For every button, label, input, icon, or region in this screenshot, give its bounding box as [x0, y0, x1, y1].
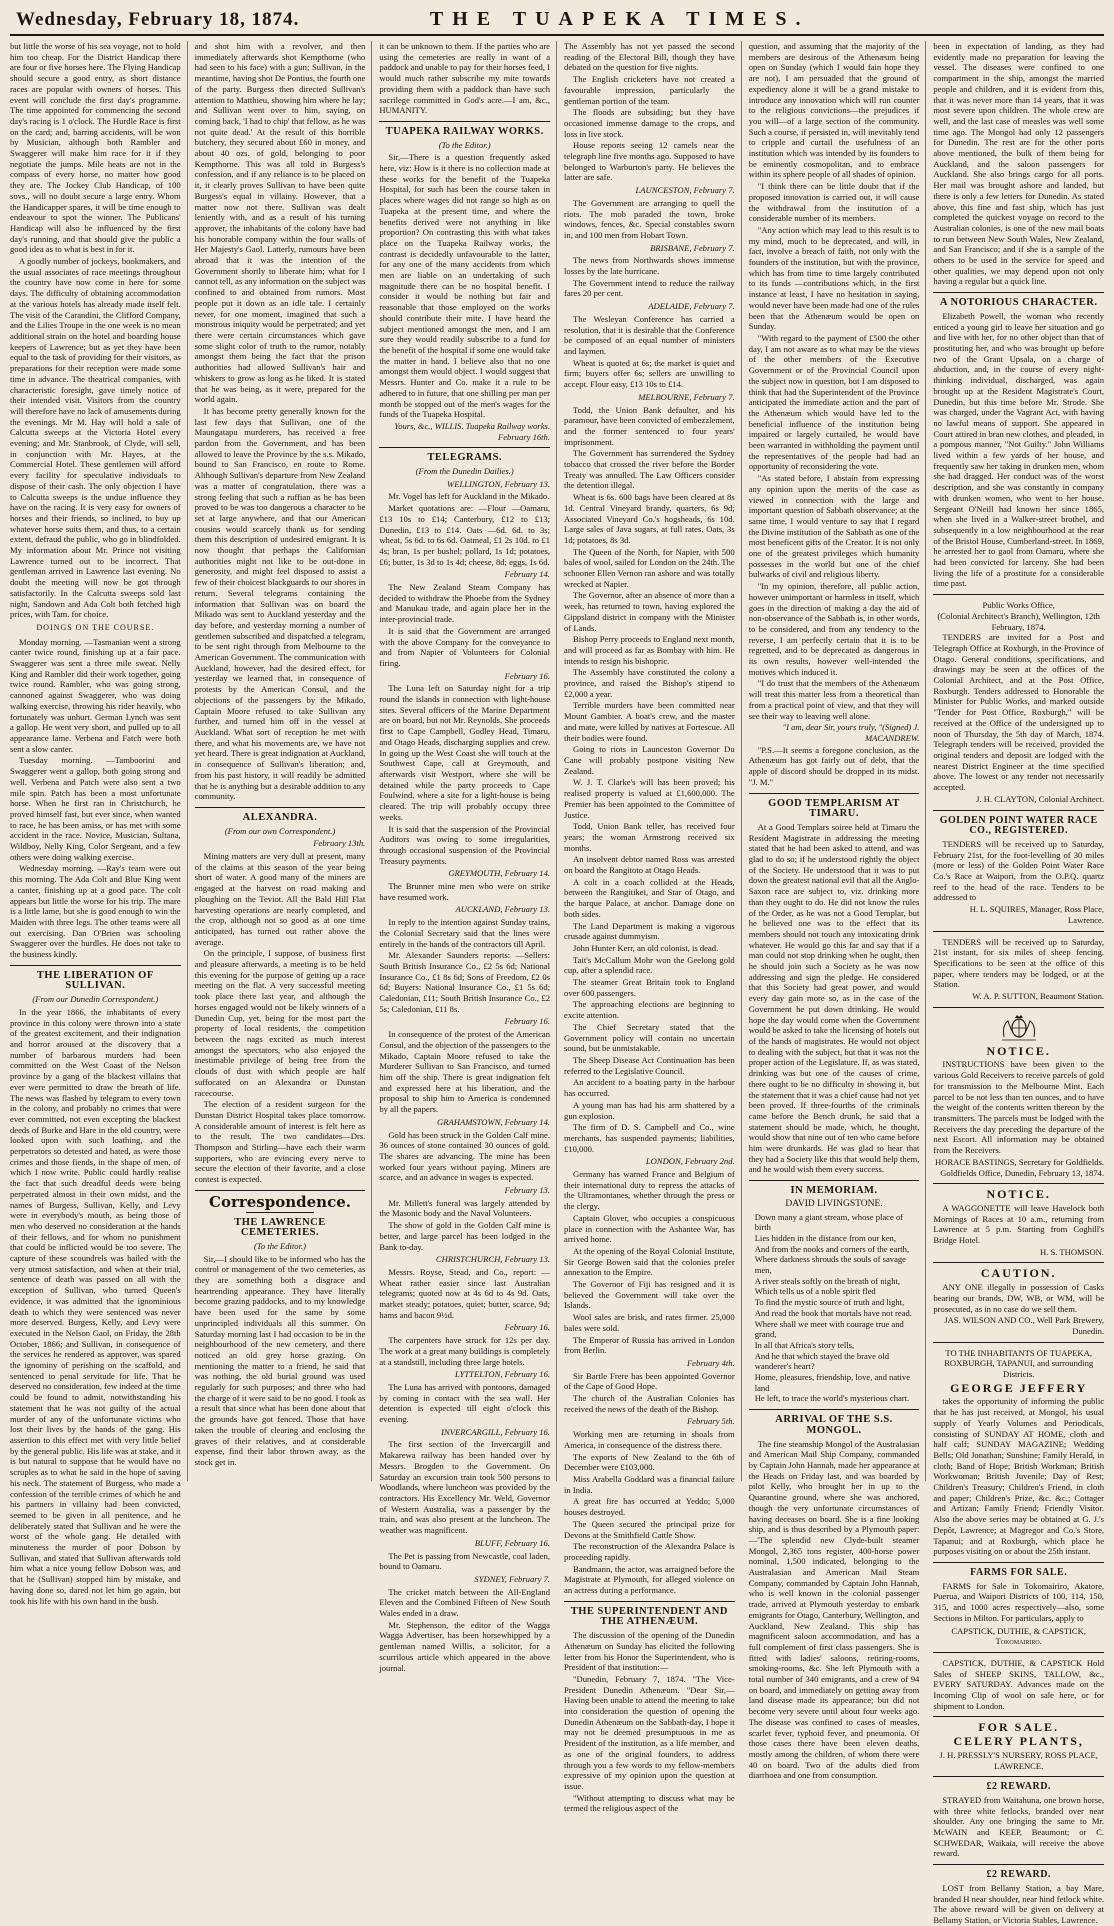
article-text: The Governor of Fiji has resigned and it is believed the Government will take over the Islands.	[564, 1279, 735, 1311]
article-text: "In my opinion, therefore, all public action, however unimportant or harmless in itself, which goes in the direction of making a day the aid of non-observance of the Sabbath is, in other words, to be considered, and from any tendency to the reverse, I am perfectly certain that it is to be regretted, and to be deprecated as dangerous in its own results, however well-intended the motives which induced it.	[748, 581, 920, 677]
dateline: February 13.	[504, 1185, 551, 1196]
ad-text: CAPSTICK, DUTHIE, & CAPSTICK Hold Sales of SHEEP SKINS, TALLOW, &c., EVERY SATURDAY. Advances made on the Incoming Clip of wool on sale here, or for shipment to London.	[933, 1657, 1105, 1711]
columns	[10, 41, 1105, 1925]
article-text: Mining matters are very dull at present, many of the claims at this season of the year being short of water. A good many of the miners are engaged at the harvest on road making and ploughing on the Teviot. All the Bald Hill Flat harvesting operations are nearly completed, and the crop, although not so good as at one time anticipated, has turned out rather above the average.	[194, 851, 366, 947]
ad-signature: J. H. PRESSLY'S NURSERY, ROSS PLACE, LAWRENCE.	[939, 1749, 1098, 1771]
article-text: Mr. Millett's funeral was largely attended by the Masonic body and the Naval Volunteers.	[379, 1197, 551, 1219]
ad-text: takes the opportunity of informing the public that he has just received, at Mongol, his usual supply of Yearly Volumes and Periodicals, consisting of SUNDAY AT HOME, cloth and half calf; SUNDAY MAGAZINE; Wedding Bells; Old Jonathan; Sunshine; Family Herald, in cloth; Band of Hope; British Workman; British Workwoman; British Juvenile; Day of Rest; Children's Treasury; Children's Friend, in cloth and paper; Children's Prize, &c. &c.; Cottager and Artizan; Family Friend; Friendly Visitor. Also the above series may be obtained at G. J.'s Depôt, Lawrence; at Magregor and Co.'s Store, Tapanui; and at Roxburgh, which place he purposes visiting on or about the 25th instant.	[933, 1396, 1105, 1557]
advertisement-fencing	[933, 937, 1104, 1002]
article-text: "As stated before, I abstain from expressing any opinion upon the merits of the case as viewed in connection with the large and important question of Sabbath observance; at the same time, I would venture to say that I regard the Divine institution of the Sabbath as one of the most beneficent gifts of the Creator. It is not only one of the greatest privileges which humanity possesses in the world but one of the chief bulwarks of civil and religious liberty.	[748, 473, 920, 580]
article-text: John Hunter Kerr, an old colonist, is dead.	[573, 942, 719, 953]
ad-text: ANY ONE illegally in possession of Casks bearing our brands, DW, WB, or WM, will be prosecuted, as in no case do we sell them.	[933, 1282, 1105, 1314]
article-text: Sir,—I should like to be informed who has the control or management of the two cemeteries, as they are something both a disgrace and heartrending appearance. They have literally become grazing paddocks, and to my knowledge have been used for the same by some unprincipled individuals all this summer. On Saturday morning last I had occasion to be in the neighbourhood of the new cemetery, and there noticed an old grey horse grazing. On mentioning the matter to a friend, he said that was nothing, the old burial ground was used regularly for such purposes; and three who had the charge of it were said to be no good. I took as a result that since what has been done about that the grounds have got fenced. Those that have taken the trouble of clearing and enclosing the graves of their relatives, and at considerable expense, find their labor thrown away, as the stock get in.	[194, 1253, 366, 1467]
article-byline: (From our Dunedin Correspondent.)	[32, 994, 159, 1005]
masthead-title: THE TUAPEKA TIMES.	[429, 8, 810, 30]
article-text: The Luna has arrived with pontoons, damaged by coming in contact with the sea wall. Her detention is expected till eight o'clock this evening.	[379, 1381, 551, 1425]
ad-heading: £2 REWARD.	[986, 1869, 1051, 1881]
article-text: The Chief Secretary stated that the Government policy will contain no uncertain sound, but be unmistakable.	[564, 1021, 735, 1054]
ad-signature: H. S. THOMSON.	[1039, 1246, 1105, 1257]
article-text: The carpenters have struck for 12s per day. The work at a great many buildings is completely at a standstill, including three large hotels.	[379, 1335, 551, 1367]
dateline: LAUNCESTON, February 7.	[635, 185, 735, 196]
ad-signature: CAPSTICK, DUTHIE, & CAPSTICK, Tokomairiro.	[951, 1625, 1087, 1647]
dateline: February 4th.	[686, 1357, 735, 1368]
divider	[749, 1180, 920, 1181]
article-text: "Without attempting to discuss what may be termed the religious aspect of the	[564, 1792, 735, 1814]
article-heading: A NOTORIOUS CHARACTER.	[939, 297, 1098, 309]
article-heading: ALEXANDRA.	[242, 811, 318, 823]
dateline: WELLINGTON, February 13.	[447, 478, 551, 489]
masthead	[10, 8, 1104, 36]
article-heading: GOOD TEMPLARISM AT TIMARU.	[768, 797, 900, 820]
article-text: The fine steamship Mongol of the Australasian and American Mail Ship Company, commanded by Captain John Hannah, made her appearance at the Heads on Friday last, and was boarded by pilot Kelly, who brought her in up to the Quarantine ground, where she was anchored, though the very unfortunate circumstances of having deceases on board. She is a fine looking ship, and is thus described by a Plymouth paper: —'The splendid new Clyde-built steamer Mongol, 2,365 tons register, 400-horse power nominal, 1,500 indicated, belonging to the Australasian and American Mail Steam Company, commanded by Captain John Hannah, who is well known in the colonial passenger trade, arrived at Plymouth yesterday to embark emigrants for Otago, Canterbury, Wellington, and Auckland, New Zealand. This ship has magnificent saloon accommodation, and has a full complement of first class passengers. She is fitted with ladies' saloons, retiring-rooms, smoking-rooms, &c. She left Plymouth with a total number of 340 emigrants, and a crew of 94 on board, and immediately on getting away from land disease made its appearance; but did not become very severe until about four weeks ago. The disease was confined to cases of measles, scarlet fever, typhoid fever, and pneumonia. Of those cases there have been eleven deaths, mostly among the children, of whom there were 40 on board. Two of the adults died from diarrhoea and one from consumption.	[748, 1438, 920, 1781]
article-text: Wednesday morning. —Ray's team were out this morning. The Ada Colt and Blue King went a canter, finishing up at a good pace. The colt appears but little the worse for his trip. The mare is a little lame, but she is good enough to win the Maiden with three legs. The other teams were all out exercising. Dan O'Brien was schooling Swaggerer over the hurdles. He does not take to the business kindly.	[10, 863, 181, 960]
article-text: Miss Arabella Goddard was a financial failure in India.	[564, 1474, 735, 1495]
article-text: The election of a resident surgeon for the Dunstan District Hospital takes place tomorrow. A considerable amount of interest is felt here as to the result. The two candidates—Drs. Thompson and Stirling—have each their warm supporters, who are evincing every nerve to secure the election of their favorite, and a close contest is expected.	[194, 1099, 366, 1185]
dateline: BLUFF, February 16.	[474, 1537, 551, 1548]
ad-heading: CAUTION.	[980, 1266, 1057, 1281]
dateline: LONDON, February 2nd.	[645, 1156, 735, 1167]
article-text: Wheat is quoted at 6s; the market is quiet and firm; buyers offer 6s; sellers are unwilling to accept. Flour easy, £13 10s to £14.	[564, 357, 735, 390]
ad-signature: W. A. P. SUTTON, Beaumont Station.	[972, 991, 1105, 1002]
article-heading: THE SUPERINTENDENT AND THE ATHENÆUM.	[570, 1605, 728, 1628]
article-heading: ARRIVAL OF THE S.S. MONGOL.	[775, 1414, 893, 1436]
article-text: W. J. T. Clarke's will has been proved; his realised property is valued at £1,600,000. The Premier has been appointed to the Committee of Justice.	[564, 777, 735, 820]
column-1	[10, 41, 188, 1606]
advertisement-waggonette	[933, 1189, 1104, 1257]
article-text: The show of gold in the Golden Calf mine is better, and large parcel has been lodged in the Bank to-day.	[379, 1220, 551, 1252]
article-text: The steamer Great Britain took to England over 600 passengers.	[564, 977, 735, 998]
ad-text: A WAGGONETTE will leave Havelock both Mornings of Races at 10 a.m., returning from Lawrence at 5 p.m. Starting from Coghill's Bridge Hotel.	[933, 1202, 1105, 1246]
article-text: Todd, the Union Bank defaulter, and his paramour, have been convicted of embezzlement, and the former sentenced to four years' imprisonment.	[564, 404, 735, 447]
article-byline: (From the Dunedin Dailies.)	[415, 466, 514, 477]
article-heading: THE LIBERATION OF SULLIVAN.	[36, 969, 154, 992]
article-text: "Any action which may lead to this result is to my mind, much to be deprecated, and will, in fact, involve a breach of faith, not only with the founders of the institution, but with the province, which has from time to time largely contributed to its funds —contributions which, in the first instance at least, I have no hesitation in saying, would never have been made had one of the rules been that the Athenæum would be open on Sunday.	[748, 224, 920, 332]
ad-text: STRAYED from Waitahuna, one brown horse, with three white fetlocks, branded over near shoulder. Any one bringing the same to Mr. McWAIN and KEEP, Beaumont; or C. SCHWEDAR, Waikaia, will receive the above reward.	[933, 1794, 1105, 1859]
article-byline: (From our own Correspondent.)	[224, 825, 336, 836]
article-text: Messrs. Royse, Stead, and Co., report: —Wheat rather easier since last Australian telegrams; quoted now at 4s 6d to 4s 9d. Oats, market steady; potatoes, quiet; butter, scarce, 9d; hams and bacon 9½d.	[379, 1266, 551, 1320]
column-5	[748, 41, 927, 1781]
article-text: Wool sales are brisk, and rates firmer. 25,000 bales were sold.	[564, 1312, 735, 1333]
ad-heading: FOR SALE.	[978, 1720, 1060, 1735]
advertisement-gold-notice	[933, 1013, 1104, 1178]
article-text: A young man has had his arm shattered by a gun explosion.	[564, 1099, 735, 1121]
article-text: The news from Northwards shows immense losses by the late hurricane.	[564, 255, 735, 277]
article-text: and shot him with a revolver, and then immediately afterwards shot Kempthorne (who had seen to his face) with a gun; Sullivan, in the meantime, having shot De Pontius, the fourth one of the party. Burgess then directed Sullivan's attention to Matthieu, showing him where he lay; and Sullivan went over to him, saying, on coming back, 'I had to chip' that fellow, as he was not quite dead.' At the result of this horrible butchery, they secured about £60 in money, and about 40 ozs. of gold, belonging to poor Kempthorne. This was all told in Burgess's confession, and if any reliance is to be placed on it, it clearly proves Sullivan to have been quite Burgess's equal in villainy. However, that a matter now not there. Sullivan was dealt leniently with, and as a result of his turning approver, the inhabitants of the colony have had his honorable company within the four walls of Her Majesty's Gaol. Latterly, rumours have been abroad that it was the intention of the Government shortly to liberate him; what for I cannot tell, as any information on the subject was confined to and obtained from rumors. Most people put it down as an idle tale. I certainly never, for one moment, imagined that such a monstrous iniquity would be perpetrated; and yet there were certain circumstances which gave some slight color of truth to the rumor, notably amongst them being the fact that the prison authorities had allowed Sullivan's hair and whiskers to grow as long as he liked. It is stated that he was being, as it were, prepared for the world again.	[194, 41, 366, 405]
article-text: It is said that the suspension of the Provincial Auditors was owing to some irregularities, through occasional suspension of the Provincial Treasury payments.	[379, 823, 551, 866]
poem: Down many a giant stream, whose place of birth Lies hidden in the distance from our ken, And from the nooks and corners of the earth, Where darkness shrouds the souls of savage men, A river steals softly on the breath of night, Which tells us of a noble spirit fled To find the mystic source of truth and light, And read the book that mortals have not read. Where shall we meet with courage true and grand, In all that Africa's story tells, And he that which stayed the brave old wanderer's heart? Home, pleasures, friendship, love, and native land He left, to trace the world's mysterious chart.	[754, 1211, 912, 1404]
divider	[933, 1562, 1104, 1563]
ad-subheading: (Colonial Architect's Branch), Wellington, 12th February, 1874.	[937, 610, 1100, 632]
ad-text: TENDERS will be received up to Saturday, February 21st, for the foot-levelling of 30 miles (more or less) of the Golden Point Water Race Co.'s Race at Waipori, from the O.P.Q. quartz reef to the head of the race. Tenders to be addressed to	[933, 838, 1105, 903]
divider	[379, 447, 550, 448]
dateline: ADELAIDE, February 7.	[648, 301, 735, 312]
ad-text: INSTRUCTIONS have been given to the various Gold Receivers to receive parcels of gold for transmission to the Melbourne Mint. Each parcel to be not less than ten ounces, and to have the weight of the contents written thereon by the transmitters. The parcels must be lodged with the Receivers the day preceding the departure of the next Escort. All information may be obtained from the Receivers.	[933, 1059, 1105, 1156]
ad-heading: Public Works Office,	[982, 600, 1055, 611]
article-text: The exports of New Zealand to the 6th of December were £103,000.	[564, 1451, 735, 1473]
advertisement-golden-point	[933, 816, 1104, 926]
article-text: been in expectation of landing, as they had evidently made no preparation for leaving the vessel. The diseases were confined to one compartment in the ship, amongst the married people and children, and it is evident from this, that it was never more than 14 years, that it was most severe upon children. The whole crew are well, and the last case of measles was well some time ago. The Mongol had only 12 passengers for Dunedin. The rest are for the other ports above mentioned, the bulk of them being for Auckland, and the saloon passengers for Auckland. She also brings cargo for all ports. Her mail was brought ashore and landed, but there is only a few letters for Dunedin. As stated above, this fine and fast ship, which has just completed the quickest voyage on record to the Australian colonies, is one of the new mail boats to run between New South Wales, New Zealand, and San Francisco; and if she is a sample of the others to be used in the service for speed and other qualities, we may depend upon not only having a regular but a quick line.	[933, 41, 1105, 287]
article-text: A great fire has occurred at Yeddo; 5,000 houses destroyed.	[564, 1496, 735, 1518]
article-text: The Land Department is making a vigorous crusade against dummyism.	[564, 920, 735, 942]
article-text: "I do trust that the members of the Athenæum will treat this matter less from a theoretical than from a practical point of view, and that they will see their way to leaving well alone.	[748, 678, 920, 721]
article-text: Sir,—There is a question frequently asked here, viz: How is it there is no collection made at these works for the benefit of the Tuapeka Hospital, for such has been the course taken in places where wages did not range so high as on Tuapeka at the present time, and where the benefits derived were not anything in like proportion? On contrasting this with what takes place on the Tuapeka Railway works, the contrast is decidedly unfavourable to the latter, for any one of the many accidents from which men are liable on an undertaking of such magnitude there can be no hospital benefit. I consider it would be nothing but fair and reasonable that those employed on the works should contribute their mite. I have heard the subject mentioned amongst the men, and I am sure they would readily subscribe to a fund for the benefit of the hospital if some one would take the matter in hand. I believe also that no one amongst them would object. I would suggest that Messrs. Hunter and Co. make it a rule to be adhered to in future, that one shilling per man per month be stopped out of the men's wages for the funds of the Tuapeka Hospital.	[379, 152, 551, 420]
dateline: AUCKLAND, February 13.	[455, 904, 551, 915]
article-text: "I think there can be little doubt that if the proposed innovation is carried out, it will cause the withdrawal from the institution of a considerable number of its members.	[748, 181, 920, 224]
article-byline: (To the Editor.)	[254, 1240, 306, 1251]
article-text: Mr. Stephenson, the editor of the Wagga Wagga Advertiser, has been horsewhipped by a gentleman named Willis, a solicitor, for a scurrilous article which appeared in the above journal.	[379, 1619, 551, 1673]
dateline: February 16.	[504, 1016, 551, 1027]
article-text: Working men are returning in shoals from America, in consequence of the distress there.	[564, 1429, 735, 1450]
article-text: The floods are subsiding; but they have occasioned immense damage to the crops, and loss in live stock.	[564, 107, 735, 139]
article-text: The English cricketers have not created a favourable impression, particularly the gentleman portion of the team.	[564, 74, 735, 106]
article-text: Tait's McCallum Mohr won the Geelong gold cup, after a splendid race.	[564, 954, 735, 976]
article-text: At the opening of the Royal Colonial Institute, Sir George Bowen said that the colonies prefer annexation to the Empire.	[564, 1245, 735, 1278]
article-text: it can be unknown to them. If the parties who are using the cemeteries are really in want of a paddock and unable to pay for their horses feed, I would much rather subscribe my mite towards providing them with a paddock than have such sacrilege committed in God's acre.—I am, &c., HUMANITY.	[379, 41, 551, 116]
dateline: February 13th.	[313, 838, 366, 849]
article-text: A goodly number of jockeys, bookmakers, and the usual associates of race meetings throughout the country have now come in here for some days. The difficulty of obtaining accommodation at the various hotels has already made itself felt. The visit of the Carandini, the Clifford Company, and the Lilies Troupe in the one week is no mean additional strain on the hotel and boarding house keepers of Lawrence; but as yet they have been equal to the task of providing for their visitors, as preparations for their reception were made some time in advance. The theatrical companies, with characteristic foresight, gave timely notice of their intended visit. Visitors from the country will therefore have no lack of amusements during the evenings. Mr M. Hay will hold a sale of Calcutta sweeps at the Victoria Hotel every evening; and Mr. Stanbrook, of Clyde, will sell, in conjunction with Mr. Hayes, at the Commercial Hotel. These gentlemen will afford every facility for speculative individuals to dispose of their cash. The only objection I have to Calcutta sweeps is the undue influence they have on the racing. It is very easy for owners of horses and their friends, so inclined, to buy up whatever horse suits them, and thus, to a certain extent, defraud the public, who go in blindfolded. My information about Mr. Prince not visiting Lawrence turned out to be incorrect. That gentleman arrived in Lawrence last evening. No doubt the meeting will now be got through satisfactorily. In the Calcutta sweeps sold last night, Sandown and Ada Colt both fetched high prices, with Tam. for choice.	[10, 256, 181, 620]
article-text: A colt in a coach collided at the Heads, between the Rangitikei, and Star of Otago, and the barque Palace, at anchor. Damage done on both sides.	[564, 876, 735, 919]
dateline: GREYMOUTH, February 14.	[448, 868, 551, 879]
article-text: At a Good Templars soiree held at Timaru the Resident Magistrate in addressing the meeting stated that he had been asked to attend, and was glad to do so; if he understood rightly the object of the Society. He understood that it was to put down the greatest national evil that all the Anglo-Saxon race are subject to, viz. drinking more than they ought to do. He did not know the rules of the Order, as he was not a Good Templar, but he believed one was to the effect that its members should not touch any intoxicating drink whatever. He would go this far and say that if a man could not stop drinking when he ought, then he should join such a Society as he was now addressing and sign the pledge. He considered that this Society had great power, and would every day gain more so, as in the case of the Government he put down drinking. He would hope the day would come when the Government would be asked to take the licensing of hotels out of the hands of magistrates. He would not object to dealing with the subject, but that it was not the proper action of the Legislature. If, as was stated, drinking was but one of the causes of crime, there ought to be no difficulty in showing it, but the statement that it was a chief cause had not yet been proved. If three-fourths of the criminals came before the Bench drunk, he said that a statement should be made, which, he thought, would show that nine out of ten who came before him were drunkards. He was glad to hear that they had a Society like this that would help them, and he would wish them every success.	[748, 821, 920, 1175]
divider	[749, 1409, 920, 1410]
ad-heading: NOTICE.	[986, 1187, 1051, 1202]
advertisement-public-works	[933, 600, 1104, 804]
divider	[749, 793, 920, 794]
article-text: The discussion of the opening of the Dunedin Athenæum on Sunday has elicited the following letter from his Honor the Superintendent, who is President of that institution:—	[564, 1630, 735, 1673]
masthead-date: Wednesday, February 18, 1874.	[16, 9, 300, 30]
article-text: Mr. Alexander Saunders reports: —Sellers: South British Insurance Co., £2 5s 6d; National Insurance Co., £1 8s 6d; Sons of Freedom, £2 0s 6d; Buyers: National Insurance Co., £1 5s 6d; Caledonian, £11; South British Insurance Co., £2 5s; Caledonian, £11 8s.	[379, 950, 551, 1014]
article-text: "With regard to the payment of £500 the other day, I am not aware as to what may be the views of the other members of the Executive Government or of the Provincial Council upon the subject now in question, but I am disposed to think that had the Superintendent of the Province anticipated the immediate action and the part of the Athenæum which would have led to the beneficial influence of the institution being impaired or largely curtailed, he would have been warranted in withholding the payment until the representatives of the people had had an opportunity of reconsidering the vote.	[748, 332, 920, 472]
column-4	[564, 41, 742, 1814]
section-heading: DOINGS ON THE COURSE.	[36, 622, 155, 632]
article-text: Monday morning. —Tasmanian went a strong canter twice round, finishing up at a fair pace. Swaggerer was sent a three mile sweat. Nelly King and Rambler did their work together, going twice round. Rambler, who was going strong, cannoned against Swaggerer, who was doing walking exercise, throwing his rider heavily, who fortunately was unhurt. German Lynch was sent a gallop. He went very short, and pulled up to all appearance lame. Verbena and Fatch were both sent a slow canter.	[10, 636, 181, 754]
advertisement-reward-strayed	[933, 1782, 1104, 1859]
article-text: The Sheep Disease Act Continuation has been referred to the Legislative Council.	[564, 1054, 735, 1076]
article-text: An accident to a boating party in the harbour has occurred.	[564, 1077, 735, 1099]
article-text: An insolvent debtor named Ross was arrested on board the Rangitoto at Otago Heads.	[564, 854, 735, 876]
divider	[195, 1190, 366, 1191]
divider	[564, 1601, 735, 1602]
divider	[933, 1716, 1104, 1717]
ad-signature: H. L. SQUIRES, Manager, Ross Place, Lawrence.	[969, 904, 1105, 925]
article-text: The approaching elections are beginning to excite attention.	[564, 999, 735, 1021]
divider	[933, 1652, 1104, 1653]
article-text: The Pet is passing from Newcastle, coal laden, bound to Oamaru.	[379, 1550, 551, 1572]
article-heading: IN MEMORIAM.	[790, 1185, 878, 1197]
ad-heading: GOLDEN POINT WATER RACE CO., REGISTERED.	[939, 814, 1098, 837]
divider	[246, 1212, 314, 1213]
ad-name: GEORGE JEFFERY	[950, 1380, 1088, 1395]
ad-signature: HORACE BASTINGS, Secretary for Goldfields. Goldfields Office, Dunedin, February 13, 1874.	[935, 1156, 1105, 1178]
dateline: CHRISTCHURCH, February 13.	[435, 1254, 551, 1265]
article-text: The firm of D. S. Campbell and Co., wine merchants, has suspended payments; liabilities, £10,000.	[564, 1122, 735, 1154]
ad-text: TENDERS are invited for a Post and Telegraph Office at Roxburgh, in the Province of Otago. General conditions, specifications, and drawings may be seen at the offices of the Colonial Architect, and at the Post Office, Roxburgh. Tenders addressed to Honorable the Minister for Public Works, and marked outside "Tender for Post Office, Roxburgh," will be received at the Office of the undersigned up to noon of Thursday, the 5th day of March, 1874. Telegraph tenders will be received, provided the original tenders and deposit are lodged with the nearest District Engineer at the time specified above. The lowest or any tender not necessarily accepted.	[933, 632, 1105, 793]
ad-text: LOST from Bellamy Station, a bay Mare, branded H near shoulder, near hind fetlock white. The above reward will be given on delivery at Bellamy Station, or Victoria Stables, Lawrence.	[933, 1882, 1105, 1925]
dateline: LYTTELTON, February 16.	[455, 1369, 551, 1380]
article-text: It is said that the Government are arranged with the above Company for the conveyance to and from Napier of Volunteers for Colonial firing.	[379, 625, 551, 668]
article-text: The Government intend to reduce the railway fares 20 per cent.	[564, 277, 735, 299]
article-text: The reconstruction of the Alexandra Palace is proceeding rapidly.	[564, 1541, 735, 1562]
dateline: INVERCARGILL, February 16.	[441, 1426, 551, 1437]
article-text: The first section of the Invercargill and Makarewa railway has been handed over by Messrs. Brogden to the Government. On Saturday an excursion train took 500 persons to Woodlands, where luncheon was provided by the contractors. His Excellency Mr. Weld, Governor of Western Australia, was a passenger by the train, and was also present at the luncheon. The weather was magnificent.	[379, 1439, 551, 1536]
article-text: Market quotations are: —Flour —Oamaru, £13 10s to £14; Canterbury, £12 to £13; Dunedin, £13 to £14. Oats —6d. 6d. to 3s; wheat, 5s 6d. to 6s 6d. Oatmeal, £1 2s 10d. to £1 4s; bran, 1s per bushel; pollard, 1s 1d; potatoes, £6; butter, 1s 3d to 1s 4d; cheese, 8d; eggs, 1s 6d.	[379, 503, 551, 567]
article-text: On the principle, I suppose, of business first and pleasure afterwards, a meeting is to be held this evening for the purpose of getting up a race meeting on the flat. A very successful meeting took place there last year, and although the horses engaged would not be likely winners of a Dunedin Cup, yet, being for the most part the property of local residents, the competition between the nags excited as much interest amongst the spectators, who also enjoyed the inestimable privilege of being free from the clouds of dust with which people are half suffocated on an Alexandra or Dunstan racecourse.	[194, 948, 366, 1098]
article-heading: TELEGRAMS.	[427, 452, 503, 464]
article-text: The Assembly have constituted the colony a province, and raised the Bishop's stipend to £2,000 a year.	[564, 667, 735, 699]
column-3	[379, 41, 557, 1673]
divider	[933, 1864, 1104, 1865]
royal-coat-of-arms-icon	[933, 1013, 1104, 1043]
article-text: Mr. Vogel has left for Auckland in the Mikado.	[388, 491, 550, 502]
divider	[933, 810, 1104, 811]
column-6	[933, 41, 1105, 1925]
article-heading: TUAPEKA RAILWAY WORKS.	[385, 125, 544, 137]
dateline: SYDNEY, February 7.	[474, 1573, 551, 1584]
article-text: The Queen secured the principal prize for Devons at the Smithfield Cattle Show.	[564, 1518, 735, 1540]
divider	[933, 1262, 1104, 1263]
dateline: February 16.	[504, 670, 551, 681]
article-text: "Dunedin, February 7, 1874. "The Vice-President Dunedin Athenæum. "Dear Sir,—Having been unable to attend the meeting to take into consideration the question of opening the Dunedin Athenæum on the Sabbath-day, I hope it may not be deemed presumptuous in me as President of the institution, as a life member, and as one of the original founders, to address through you a few words to my fellow-members expressive of my opinion upon the question at issue.	[564, 1673, 735, 1791]
article-subheading: DAVID LIVINGSTONE.	[785, 1198, 883, 1209]
article-text: Bishop Perry proceeds to England next month, and will proceed as far as Bombay with him. He intends to resign his bishopric.	[564, 634, 735, 666]
dateline: GRAHAMSTOWN, February 14.	[437, 1116, 551, 1127]
dateline: February 14.	[504, 569, 551, 580]
article-byline: (To the Editor.)	[438, 139, 491, 150]
article-text: The New Zealand Steam Company has decided to withdraw the Phoebe from the Sydney and Manukau trade, and again place her in the inter-provincial trade.	[379, 582, 551, 625]
article-heading: THE LAWRENCE CEMETERIES.	[234, 1216, 326, 1239]
article-text: "P.S.—It seems a foregone conclusion, as the Athenæum has got fairly out of debt, that the apple of discord should be dropped in its midst. "J. M."	[748, 744, 920, 787]
article-text: Elizabeth Powell, the woman who recently enticed a young girl to leave her situation and go and live with her, for no other object than that of prostituting her, and who was brought up before two of the Grant Upsala, on a charge of abduction, and, in the course of every night-thinking individual, discharged, was again brought up at the Resident Magistrate's Court, Dunedin, but this time before Mr. Strode. She was charged, under the Vagrant Act, with having no lawful means of support. She appeared in Court attired in bran new clothes, and pleaded, in a pompous manner, "Not Guilty." John Williams lived within a few yards of her house, and frequently saw her taking in drunken men, whom she had dragged. Her conduct was of the worst description, and she was constantly in company with drunken women, who went to her house. Sergeant O'Neill had known her since 1865, when she lived in a Walker-street brothel, and subsequently in a low neighbourhood at the rear of the Bristol House, Cumberland-street. In 1869, he arrested her to gaol from Oamaru, where she had been convicted for larceny. She had been living the life of a prostitute for a considerable time past.	[933, 310, 1105, 589]
article-text: House reports seeing 12 camels near the telegraph line five months ago. Supposed to have belonged to Warburton's party. He believes the latter are safe.	[564, 140, 735, 183]
article-text: Tuesday morning. —Tamboorini and Swaggerer went a gallop, both going strong and well. Verbena and Patch were also sent a two mile spin. Patch has been a most unfortunate horse. When he first ran in Christchurch, he proved himself fast, but ever since, when wanted to race, he has been amiss, or has met with some accident in the race. Novice, Musician, Sultana, Wildboy, Nelly King, Color Sergeant, and a few others were doing walking exercise.	[10, 755, 181, 862]
article-text: In the year 1866, the inhabitants of every province in this colony were thrown into a state of the greatest excitement, and their indignation and horror aroused at the discovery that a number of barbarous murders had been committed on the West Coast of the Nelson province by a gang of the blackest villains that ever were permitted to draw the breath of life. The news was flashed by telegram to every town in the colony, and probably no crimes that were ever committed, not even excepting the blackest deeds of Burke and Hare in the old country, were looked upon with such loathing, and the perpetrators so detested and hated, as were those crimes and those fiends, in the shape of men, of which I now write. Public could hardly realise the fact that such dreadful deeds were being perpetrated almost in their own midst, and the names of Burgess, Sullivan, Kelly, and Levy were in everybody's mouth, as being those of men who deserved no consideration at the hands of their fellows, and for whom no punishment that could be inflicted would be too severe. The capture of these scoundrels was hailed with the very utmost satisfaction, and when at their trial, sentence of death was passed on all with the exception of Sullivan, who turned Queen's evidence, it was admitted that the ignominious death to which they were sentenced was never more deserved. Burgess, Kelly, and Levy were executed in the Nelson Gaol, on Friday, the 28th October, 1866; and Sullivan, in consequence of the services he rendered as approver, was spared the ignominy of perishing on the scaffold, and sentenced to penal servitude for life. That he deserved no consideration, few indeed at the time could be found to admit, notwithstanding his statement that he was not guilty of the actual murder of any of the unfortunate victims who lost their lives by the hands of the gang. His assertion to this effect met with very little belief by the general public. His life was at stake, and it is but natural to suppose that he would have no scruples as to what he said in the hope of saving his neck. The statement of Burgess, who made a confession of the terrible crimes of which he and his partners in villainy had been convicted, seemed to be given in all penitence, and he deliberately stated that Sullivan and he were the worst of the whole gang. He detailed with minuteness the murder of poor Dobson by Sullivan, and stated that Sullivan afterwards told him what a nice young fellow Dobson was, and that he (Sullivan) stopped him by mistake, and having done so, dared not let him go again, but took his life with his own hand in the bush.	[10, 1006, 181, 1606]
advertisement-jeffery	[933, 1348, 1104, 1557]
article-text: The cricket match between the All-England Eleven and the Combined Fifteen of New South Wales ended in a draw.	[379, 1586, 551, 1619]
advertisement-capstick	[933, 1658, 1104, 1712]
ad-heading: FARMS FOR SALE.	[970, 1567, 1068, 1578]
divider	[933, 292, 1104, 293]
ad-product: CELERY PLANTS,	[953, 1734, 1084, 1749]
advertisement-celery	[933, 1722, 1104, 1771]
divider	[933, 1007, 1104, 1008]
ad-heading: NOTICE.	[986, 1043, 1051, 1058]
signature: Yours, &c., WILLIS. Tuapeka Railway works. February 16th.	[394, 420, 551, 442]
article-text: Terrible murders have been committed near Mount Gambier. A boat's crew, and the master and mate, were killed by natives at Fortescue. All their bodies were found.	[564, 700, 735, 743]
ad-text: TENDERS will be received up to Saturday, 21st instant, for six miles of sheep fencing. Specifications to be seen at the office of this paper, where tenders may be lodged, or at the Station.	[933, 936, 1105, 990]
divider	[933, 1342, 1104, 1343]
dateline: February 16.	[504, 1322, 551, 1333]
article-text: The Emperor of Russia has arrived in London from Berlin.	[564, 1334, 735, 1356]
article-text: question, and assuming that the majority of the members are desirous of the Athenæum being open on Sunday (which I would fain hope they are not), I am persuaded that the ground of expediency alone it will be a grand mistake to introduce any innovation which will run counter to the religious convictions—the prejudices if you will—of a large section of the community. Such a course, if persisted in, will inevitably tend to cripple and curtail the usefulness of an institution which was intended by its founders to be eminently cosmopolitan, and to embrace within its sphere people of all shades of opinion.	[748, 41, 920, 180]
divider	[933, 1183, 1104, 1184]
article-text: Bandmann, the actor, was arraigned before the Magistrate at Plymouth, for alleged violence on an actress during a performance.	[564, 1563, 735, 1596]
article-text: The Governor, after an absence of more than a week, has returned to town, having explored the Gippsland district in company with the Minister of Lands.	[564, 590, 735, 633]
dateline: BRISBANE, February 7.	[650, 242, 735, 253]
ad-signature: J. H. CLAYTON, Colonial Architect.	[976, 793, 1105, 804]
ad-heading: TO THE INHABITANTS OF TUAPEKA, ROXBURGH, TAPANUI, and surrounding Districts.	[944, 1347, 1094, 1380]
divider	[933, 594, 1104, 595]
article-text: but little the worse of his sea voyage, not to hold him too cheap. For the District Handicap there are four or five horses here. The Flying Handicap should secure a good entry, as short distance races are popular with owners of horses. This event will conclude the first day's programme. The time appointed for commencing the second day's racing is 1 o'clock. The Hurdle Race is first on the card; and, barring accidents, will be won by Musician, although both Rambler and Swaggerer will make him race for it if they negotiate the jumps. Mile heats are not in the compass of every horse, no matter how good they are. The Jockey Club Handicap, of 100 sovs., will no doubt secure a large entry. Whom the Handicapper spares, it will be time enough to endeavour to spot the winner. The Publicans' Handicap will also be influenced by the first day's running, and that should give the public a good idea as to what is best in for it.	[10, 41, 181, 255]
ad-text: FARMS for Sale in Tokomairiro, Akatore, Puerua, and Waipori Districts of 100, 114, 150, 315, and 1000 acres respectively—also, some Sections in Milton. For particulars, apply to	[933, 1580, 1105, 1623]
divider	[933, 931, 1104, 932]
dateline: MELBOURNE, February 7.	[638, 391, 735, 402]
divider	[10, 965, 181, 966]
advertisement-reward-lost	[933, 1870, 1104, 1926]
article-text: Going to riots in Launceston Governor Du Cane will probably postpone visiting New Zealand.	[564, 744, 735, 776]
article-text: Wheat is 6s. 600 bags have been cleared at 8s 1d. Central Vineyard brandy, quarters, 6s 9d; Associated Vineyard Co.'s hogsheads, 6s 10d. Large sales of Java sugars, at full rates. Oats, 3s 1d; potatoes, 8s 3d.	[564, 492, 735, 545]
article-text: Sir Bartle Frere has been appointed Governor of the Cape of Good Hope.	[564, 1370, 735, 1392]
article-text: The Brunner mine men who were on strike have resumed work.	[379, 881, 551, 902]
advertisement-caution	[933, 1268, 1104, 1336]
section-title-correspondence: Correspondence.	[209, 1192, 351, 1211]
divider	[933, 1776, 1104, 1777]
dateline: February 5th.	[686, 1416, 735, 1427]
article-text: Todd, Union Bank teller, has received four years; the woman Armstrong received six months.	[564, 821, 735, 853]
article-text: In reply to the intention against Sunday trains, the Colonial Secretary said that the lines were entirely in the hands of the contractors till April.	[379, 917, 551, 949]
column-2	[195, 41, 373, 1481]
article-text: The Government has surrendered the Sydney tobacco that crossed the river before the Border Treaty was annulled. The Law Officers consider the detention illegal.	[564, 448, 735, 491]
article-text: It has become pretty generally known for the last few days that Sullivan, one of the Maungatapu murderers, has received a free pardon from the Government, and has been allowed to leave the Province by the s.s. Mikado, bound to San Francisco, en route to Rome. Although Sullivan's departure from New Zealand was a matter of congratulation, there was a strong feeling that such a ruffian as he has been proved to be was too dangerous a character to be set at large anywhere, and that our American cousins would scarcely thank us for sending them this description of undesired emigrant. It is now thought that perhaps the Californian authorities might not like to be out-done in generosity, and might feel disposed to assist a few of their choicest blackguards to our shores in return. Several telegrams containing the information that Sullivan was on board the Mikado was sent to Auckland yesterday and the day before, and yesterday morning a number of gentlemen subscribed and dispatched a telegram, to be sent right through from Melbourne to the American Government. The communication with Auckland, however, had the desired effect, for yesterday we learned that, in consequence of protests by the American Consul, and the objections of the passengers by the Mikado, Captain Moore refused to take Sullivan any further, and turned him off in the vessel at Auckland. What sort of reception he met with there, and what his movements are, we have not yet heard. There is great indignation at Auckland, in consequence of Sullivan's liberation; and, from his past history, it will readily be admitted that he is anything but a desirable addition to any community.	[194, 405, 366, 802]
signature: "I am, dear Sir, yours truly, "(Signed) J. MACANDREW.	[782, 722, 920, 743]
divider	[195, 807, 366, 808]
ad-heading: £2 REWARD.	[986, 1781, 1051, 1793]
article-text: The Wesleyan Conference has carried a resolution, that it is desirable that the Conference be composed of an equal number of ministers and laymen.	[564, 313, 735, 356]
article-text: The Queen of the North, for Napier, with 500 bales of wool, sailed for London on the 24th. The schooner Ellen Vernon ran ashore and was totally wrecked at Napier.	[564, 546, 735, 589]
article-text: Germany has warned France and Belgium of their international duty to repress the attacks of the Ultramontanes, whether through the press or the clergy.	[564, 1169, 735, 1212]
article-text: The Assembly has not yet passed the second reading of the Electoral Bill, though they have debated on the question for five nights.	[564, 41, 735, 73]
article-text: In consequence of the protest of the American Consul, and the objection of the passengers to the Mikado, Captain Moore refused to take the Murderer Sullivan to San Francisco, and turned him off the ship. There is great indignation felt and expressed here at his liberation, and the proposal to ship him to America is condemned by all the papers.	[379, 1029, 551, 1115]
ad-signature: JAS. WILSON AND CO., Well Park Brewery, Dunedin.	[944, 1315, 1105, 1336]
article-text: The church of the Australian Colonies has received the news of the death of the Bishop.	[564, 1393, 735, 1414]
article-text: The Government are arranging to quell the riots. The mob paraded the town, broke windows, fences, &c. Special constables sworn in, and 100 men from Hobart Town.	[564, 197, 735, 240]
advertisement-farms	[933, 1568, 1104, 1647]
article-text: Captain Glover, who occupies a conspicuous place in connection with the Ashantee War, has arrived home.	[564, 1212, 735, 1245]
divider	[379, 121, 550, 122]
article-text: The Luna left on Saturday night for a trip round the islands in connection with light-house sites. Several officers of the Marine Department are on board, but not Mr. Reynolds. She proceeds first to Cape Campbell, Godley Head, Timaru, and Otago Heads, discharging supplies and crew. In going up the West Coast she will touch at the Southwest Cape, call at Greymouth, and afterwards visit Westport, where she will be detained while the party proceeds to Cape Foulwind, where a site for a light-house is being cleared. The trip will probably occupy three weeks.	[379, 683, 551, 822]
article-text: Gold has been struck in the Golden Calf mine. 36 ounces of stone contained 30 ounces of gold. The shares are advancing. The mine has been worked four years without paying. Miners are scarce, and an advance in wages is expected.	[379, 1129, 551, 1183]
